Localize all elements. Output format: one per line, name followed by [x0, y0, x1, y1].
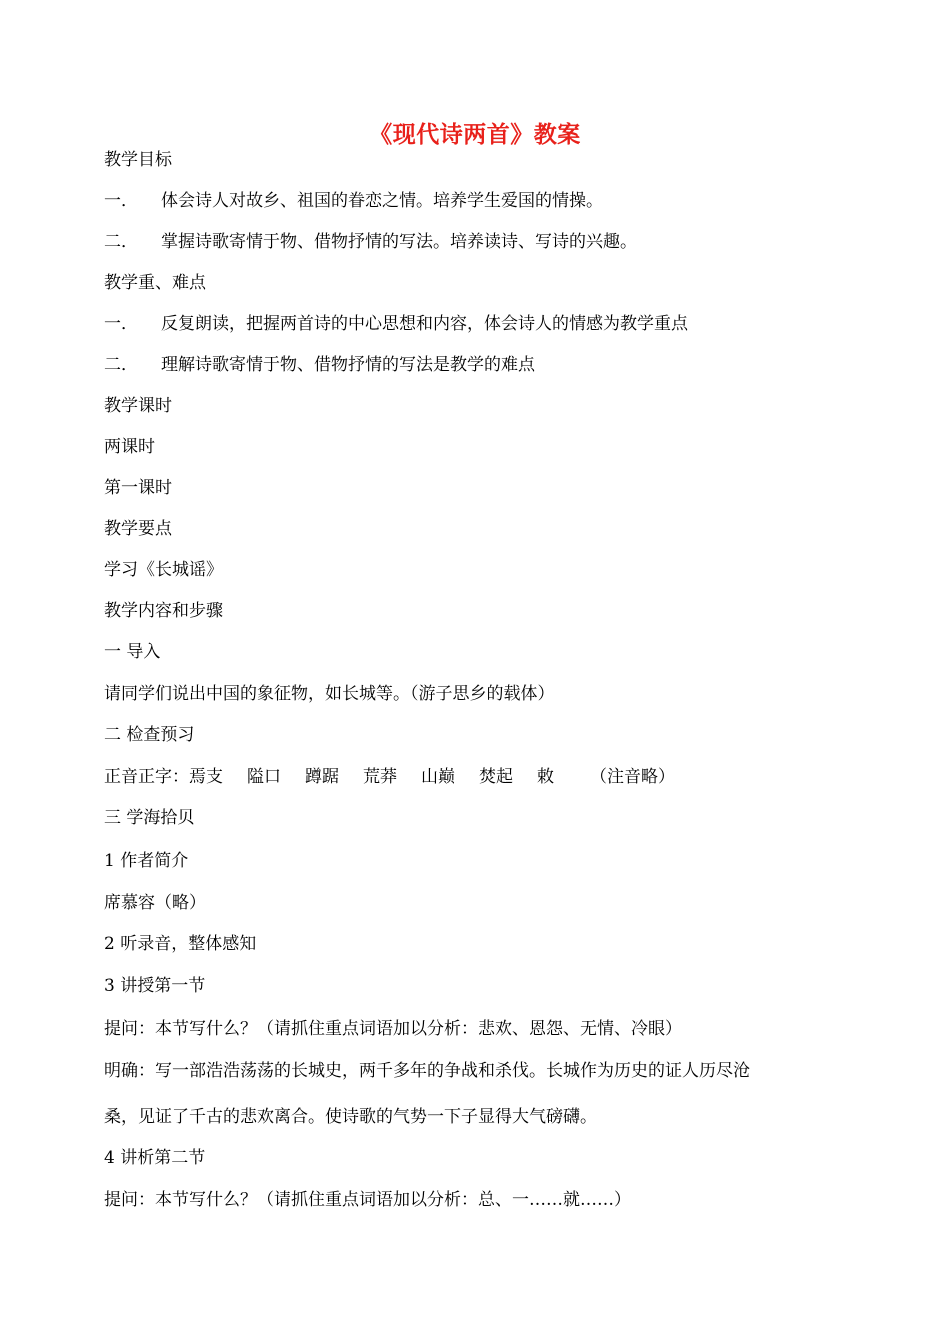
text-two-hours: 两课时: [104, 437, 155, 457]
list-text: 体会诗人对故乡、祖国的眷恋之情。培养学生爱国的情操。: [161, 191, 603, 211]
text-introduction: 请同学们说出中国的象征物，如长城等。（游子思乡的载体）: [104, 684, 555, 704]
heading-first-hour: 第一课时: [104, 478, 172, 498]
heading-introduction: 一 导入: [104, 642, 161, 662]
heading-section-two: 4 讲析第二节: [104, 1148, 206, 1168]
pronunciation-line: [104, 765, 675, 789]
text-clarify-line-2: 桑，见证了千古的悲欢离合。使诗歌的气势一下子显得大气磅礴。: [104, 1107, 597, 1127]
list-number: 一．: [104, 191, 138, 211]
vocab-word: 山巅: [421, 767, 455, 787]
vocab-word: 敕: [537, 767, 554, 787]
list-number: 一．: [104, 314, 138, 334]
key-point-item-2: [104, 353, 535, 377]
heading-content-steps: 教学内容和步骤: [104, 601, 223, 621]
list-number: 二．: [104, 355, 138, 375]
list-text: 理解诗歌寄情于物、借物抒情的写法是教学的难点: [161, 355, 535, 375]
pronunciation-note: （注音略）: [590, 767, 675, 787]
text-question-one: 提问：本节写什么？（请抓住重点词语加以分析：悲欢、恩怨、无情、冷眼）: [104, 1019, 682, 1039]
list-text: 反复朗读，把握两首诗的中心思想和内容，体会诗人的情感为教学重点: [161, 314, 688, 334]
list-number: 二．: [104, 232, 138, 252]
heading-class-hours: 教学课时: [104, 396, 172, 416]
heading-listen-recording: 2 听录音，整体感知: [104, 934, 257, 954]
heading-teaching-points: 教学要点: [104, 519, 172, 539]
vocab-word: 蹲踞: [305, 767, 339, 787]
heading-check-preview: 二 检查预习: [104, 725, 195, 745]
key-point-item-1: [104, 312, 688, 336]
heading-section-one: 3 讲授第一节: [104, 976, 206, 996]
vocab-word: 焚起: [479, 767, 513, 787]
heading-learning-section: 三 学海拾贝: [104, 808, 195, 828]
goal-item-1: [104, 189, 603, 213]
text-question-two: 提问：本节写什么？（请抓住重点词语加以分析：总、一……就……）: [104, 1190, 631, 1210]
heading-teaching-goals: 教学目标: [104, 150, 172, 170]
heading-author-intro: 1 作者简介: [104, 851, 189, 871]
vocab-word: 焉支: [189, 767, 223, 787]
text-author: 席慕容（略）: [104, 893, 206, 913]
vocab-word: 隘口: [247, 767, 281, 787]
goal-item-2: [104, 230, 637, 254]
heading-key-difficult-points: 教学重、难点: [104, 273, 206, 293]
text-clarify-line-1: 明确：写一部浩浩荡荡的长城史，两千多年的争战和杀伐。长城作为历史的证人历尽沧: [104, 1061, 750, 1081]
pronunciation-label: 正音正字：: [104, 767, 189, 787]
list-text: 掌握诗歌寄情于物、借物抒情的写法。培养读诗、写诗的兴趣。: [161, 232, 637, 252]
document-title: 《现代诗两首》教案: [369, 121, 581, 148]
text-study-poem: 学习《长城谣》: [104, 560, 223, 580]
vocab-word: 荒莽: [363, 767, 397, 787]
